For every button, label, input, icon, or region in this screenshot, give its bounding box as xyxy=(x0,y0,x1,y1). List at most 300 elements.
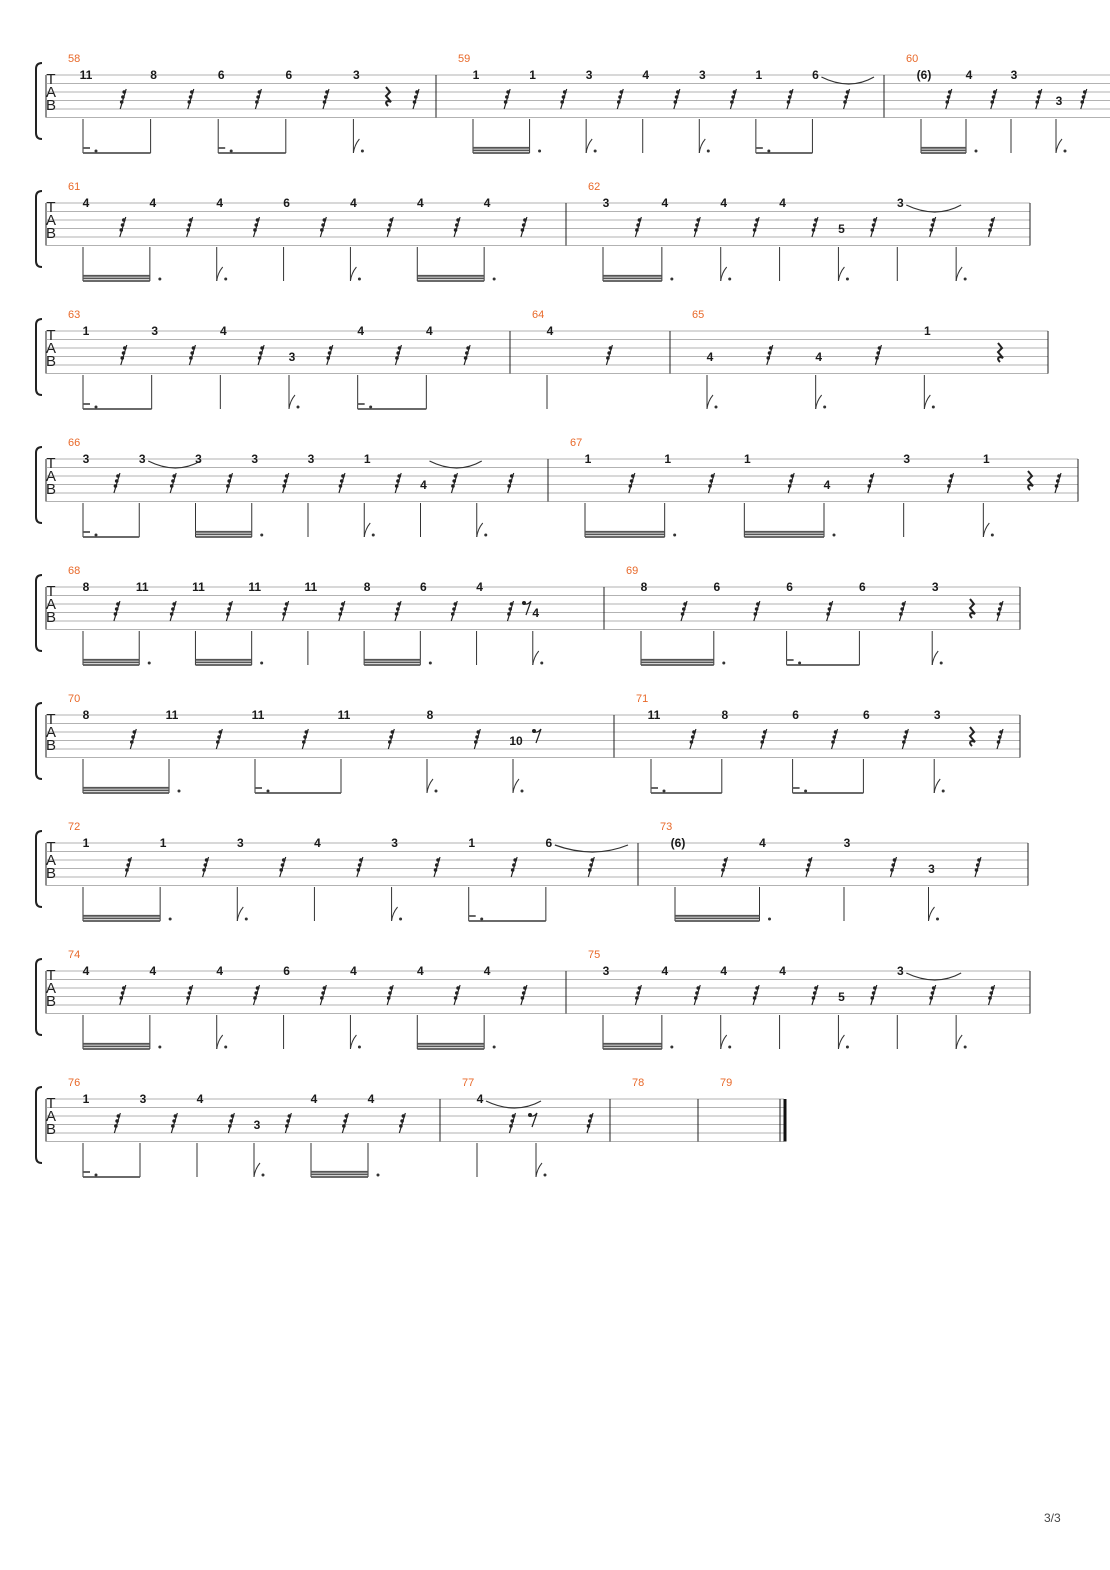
tab-note xyxy=(192,580,232,665)
tab-note xyxy=(426,324,470,409)
fret-number: 3 xyxy=(585,68,593,82)
tab-note xyxy=(283,196,326,281)
fret-number: 5 xyxy=(838,990,845,1004)
note-beam xyxy=(787,660,860,665)
fret-number: 1 xyxy=(923,324,931,338)
fret-number: 1 xyxy=(82,836,90,850)
fret-number: 3 xyxy=(896,964,904,978)
tab-system xyxy=(36,949,1030,1049)
fret-number: 3 xyxy=(1055,94,1063,108)
tie-arc xyxy=(555,845,628,852)
quarter-rest xyxy=(970,727,975,746)
measure-number: 61 xyxy=(68,181,81,193)
fret-number: 4 xyxy=(965,68,973,82)
fret-number: 3 xyxy=(353,68,360,82)
measure-number: 58 xyxy=(68,53,81,65)
note-beam xyxy=(255,788,341,793)
tie-arc xyxy=(906,205,961,212)
measure xyxy=(68,1077,405,1177)
tab-note xyxy=(859,580,905,665)
tab-note xyxy=(160,836,209,921)
augmentation-dot xyxy=(297,406,300,409)
tab-note xyxy=(928,857,981,921)
tab-note xyxy=(136,580,176,665)
tab-note xyxy=(897,964,961,1049)
tab-note xyxy=(417,196,460,281)
tab-note xyxy=(83,1092,121,1177)
measure-number: 70 xyxy=(68,693,81,705)
fret-number: 4 xyxy=(196,1092,204,1106)
tab-note xyxy=(83,836,132,921)
note-beam xyxy=(469,916,546,921)
augmentation-dot xyxy=(846,1046,849,1049)
fret-number: 11 xyxy=(165,708,179,722)
tab-clef-letter: B xyxy=(45,353,57,370)
note-flag xyxy=(1056,139,1062,153)
fret-number: 3 xyxy=(896,196,904,210)
fret-number: 6 xyxy=(713,580,721,594)
note-beam xyxy=(417,1044,495,1049)
note-beam xyxy=(83,788,181,793)
fret-number: 3 xyxy=(1010,68,1018,82)
fret-number: 1 xyxy=(82,1092,90,1106)
tab-note xyxy=(786,580,832,665)
fret-number: 1 xyxy=(472,68,480,82)
tab-note xyxy=(812,68,874,153)
measure-number: 59 xyxy=(458,53,471,65)
augmentation-dot xyxy=(715,406,718,409)
note-beam xyxy=(195,660,263,665)
note-beam xyxy=(83,660,151,665)
fret-number: 3 xyxy=(602,964,610,978)
fret-number: 8 xyxy=(150,68,157,82)
tab-note xyxy=(603,196,642,281)
tab-note xyxy=(357,324,401,409)
tab-note xyxy=(844,836,897,921)
tab-note xyxy=(218,68,262,153)
tab-note xyxy=(924,324,935,409)
quarter-rest xyxy=(1028,471,1033,490)
note-beam xyxy=(756,148,813,153)
tab-note xyxy=(216,196,259,281)
tab-note xyxy=(420,461,482,537)
fret-number: 4 xyxy=(216,196,224,210)
fret-number: 4 xyxy=(425,324,433,338)
tab-note xyxy=(744,452,794,537)
tab-note xyxy=(546,836,628,921)
note-beam xyxy=(603,1044,673,1049)
fret-number: 4 xyxy=(350,964,357,978)
fret-number: 6 xyxy=(545,836,553,850)
system-bracket xyxy=(36,959,42,1035)
tab-note xyxy=(759,836,812,921)
tab-clef-letter: B xyxy=(45,481,57,498)
note-beam xyxy=(641,660,725,665)
augmentation-dot xyxy=(544,1174,547,1177)
measure xyxy=(68,309,470,409)
tab-note xyxy=(248,580,288,665)
eighth-rest xyxy=(532,729,541,743)
tab-clef-letter: A xyxy=(45,852,57,869)
measure xyxy=(636,693,1003,793)
augmentation-dot xyxy=(484,534,487,537)
tab-note xyxy=(473,68,510,153)
tab-system xyxy=(36,53,1110,153)
tab-note xyxy=(756,68,793,153)
measure xyxy=(632,1077,644,1089)
tab-clef-letter: T xyxy=(46,455,56,472)
tab-note xyxy=(252,708,309,793)
fret-number: 4 xyxy=(367,1092,375,1106)
measure-number: 65 xyxy=(692,309,705,321)
tab-note xyxy=(150,196,193,281)
fret-number: 3 xyxy=(82,452,90,466)
fret-number: 3 xyxy=(253,1118,261,1132)
measure xyxy=(68,693,541,793)
tab-clef-letter: T xyxy=(46,839,56,856)
augmentation-dot xyxy=(358,1046,361,1049)
note-flag xyxy=(707,395,713,409)
fret-number: 1 xyxy=(584,452,592,466)
tab-clef-letter: A xyxy=(45,340,57,357)
tab-clef-letter: A xyxy=(45,468,57,485)
note-flag xyxy=(934,779,940,793)
fret-number: 4 xyxy=(720,964,728,978)
fret-number: 8 xyxy=(363,580,371,594)
tab-note xyxy=(662,964,701,1049)
note-flag xyxy=(217,267,223,281)
tab-clef-letter: T xyxy=(46,327,56,344)
tab-note xyxy=(664,452,714,537)
augmentation-dot xyxy=(1064,150,1067,153)
fret-number: 1 xyxy=(468,836,476,850)
fret-number: 6 xyxy=(792,708,799,722)
fret-number: 4 xyxy=(815,350,823,364)
tab-clef-letter: B xyxy=(45,1121,57,1138)
tab-note xyxy=(150,964,193,1049)
fret-number: 4 xyxy=(706,350,714,364)
note-flag xyxy=(838,1035,844,1049)
tab-note xyxy=(83,452,120,537)
tab-clef-letter: B xyxy=(45,865,57,882)
tab-clef-letter: B xyxy=(45,225,57,242)
measure-number: 68 xyxy=(68,565,81,577)
note-beam xyxy=(196,532,264,537)
tab-clef-letter: T xyxy=(46,711,56,728)
measure xyxy=(68,437,514,537)
fret-number: 6 xyxy=(419,580,427,594)
tab-clef-letter: T xyxy=(46,1095,56,1112)
tab-note xyxy=(139,452,201,537)
augmentation-dot xyxy=(358,278,361,281)
fret-number: 8 xyxy=(426,708,434,722)
measure-number: 73 xyxy=(660,821,673,833)
fret-number: 11 xyxy=(647,708,661,722)
system-bracket xyxy=(36,319,42,395)
note-beam xyxy=(417,276,495,281)
tab-note xyxy=(417,964,460,1049)
fret-number: 6 xyxy=(217,68,225,82)
tab-note xyxy=(283,964,326,1049)
augmentation-dot xyxy=(728,278,731,281)
tab-note xyxy=(468,836,517,921)
fret-number: 3 xyxy=(698,68,706,82)
note-beam xyxy=(358,404,427,409)
tab-note xyxy=(195,452,232,537)
note-flag xyxy=(237,907,243,921)
augmentation-dot xyxy=(372,534,375,537)
note-beam xyxy=(83,532,139,537)
tab-note xyxy=(151,324,195,409)
note-beam xyxy=(473,148,541,153)
fret-number: 3 xyxy=(843,836,851,850)
tab-note xyxy=(966,68,997,153)
fret-number: 3 xyxy=(138,452,146,466)
tab-clef-letter: A xyxy=(45,212,57,229)
fret-number: 3 xyxy=(195,452,202,466)
note-beam xyxy=(83,1172,140,1177)
augmentation-dot xyxy=(707,150,710,153)
note-flag xyxy=(924,395,930,409)
note-beam xyxy=(675,916,771,921)
tab-note xyxy=(671,836,728,921)
augmentation-dot xyxy=(728,1046,731,1049)
fret-number: 1 xyxy=(743,452,751,466)
quarter-rest xyxy=(998,343,1003,362)
measure-number: 71 xyxy=(636,693,649,705)
fret-number: 11 xyxy=(304,580,318,594)
note-flag xyxy=(477,523,483,537)
measure-number: 78 xyxy=(632,1077,645,1089)
fret-number: 4 xyxy=(759,836,766,850)
fret-number: 8 xyxy=(82,580,90,594)
fret-number: 4 xyxy=(357,324,365,338)
note-beam xyxy=(83,276,161,281)
fret-number: 4 xyxy=(476,580,483,594)
tab-note xyxy=(83,580,120,665)
note-beam xyxy=(651,788,722,793)
tab-system xyxy=(36,181,1030,281)
tab-note xyxy=(779,196,818,281)
tab-note xyxy=(720,964,759,1049)
augmentation-dot xyxy=(224,1046,227,1049)
tab-note xyxy=(917,68,952,153)
fret-number: 6 xyxy=(786,580,793,594)
fret-number: 11 xyxy=(251,708,265,722)
fret-number: 4 xyxy=(420,478,427,492)
tab-note xyxy=(484,196,527,281)
augmentation-dot xyxy=(991,534,994,537)
tab-note xyxy=(368,1092,406,1177)
augmentation-dot xyxy=(435,790,438,793)
tab-note xyxy=(305,580,345,665)
augmentation-dot xyxy=(964,278,967,281)
tab-clef-letter: B xyxy=(45,737,57,754)
tab-note xyxy=(720,196,759,281)
note-beam xyxy=(603,276,673,281)
tab-clef-letter: B xyxy=(45,609,57,626)
augmentation-dot xyxy=(823,406,826,409)
fret-number: 6 xyxy=(859,580,866,594)
tab-note xyxy=(364,580,401,665)
fret-number: 10 xyxy=(509,734,523,748)
tab-clef-letter: T xyxy=(46,199,56,216)
tab-note xyxy=(140,1092,178,1177)
tab-note xyxy=(838,217,877,281)
augmentation-dot xyxy=(942,790,945,793)
fret-number: 11 xyxy=(79,68,93,82)
system-bracket xyxy=(36,191,42,267)
fret-number: 4 xyxy=(779,196,786,210)
tab-note xyxy=(338,708,395,793)
tie-arc xyxy=(906,973,961,980)
note-flag xyxy=(929,907,935,921)
fret-number: 4 xyxy=(216,964,224,978)
measure xyxy=(68,181,527,281)
tab-note xyxy=(477,1092,541,1177)
note-flag xyxy=(816,395,822,409)
tab-note xyxy=(484,964,527,1049)
tab-clef-letter: B xyxy=(45,993,57,1010)
fret-number: 4 xyxy=(823,478,831,492)
measure xyxy=(588,181,995,281)
fret-number: 4 xyxy=(149,196,157,210)
tab-note xyxy=(220,324,264,409)
note-flag xyxy=(289,395,295,409)
tab-note xyxy=(824,473,874,537)
measure-number: 69 xyxy=(626,565,639,577)
fret-number: (6) xyxy=(916,68,932,82)
augmentation-dot xyxy=(262,1174,265,1177)
tab-note xyxy=(1056,89,1087,153)
measure-number: 62 xyxy=(588,181,601,193)
tab-system xyxy=(36,437,1078,537)
tie-arc xyxy=(430,461,482,468)
measure-number: 79 xyxy=(720,1077,733,1089)
fret-number: 4 xyxy=(82,196,90,210)
note-flag xyxy=(699,139,705,153)
measure xyxy=(570,437,1061,537)
system-bracket xyxy=(36,1087,42,1163)
note-flag xyxy=(350,1035,356,1049)
augmentation-dot xyxy=(964,1046,967,1049)
fret-number: 4 xyxy=(416,196,424,210)
note-flag xyxy=(533,651,539,665)
fret-number: 3 xyxy=(391,836,398,850)
tab-note xyxy=(391,836,440,921)
measure xyxy=(532,309,612,409)
augmentation-dot xyxy=(936,918,939,921)
page-number: 3/3 xyxy=(1044,1511,1061,1525)
note-flag xyxy=(721,267,727,281)
fret-number: 11 xyxy=(135,580,149,594)
tab-note xyxy=(547,324,613,409)
note-beam xyxy=(218,148,286,153)
fret-number: 4 xyxy=(642,68,650,82)
fret-number: 11 xyxy=(337,708,351,722)
measure-number: 72 xyxy=(68,821,81,833)
tab-note xyxy=(713,580,759,665)
tab-note xyxy=(721,708,766,793)
tab-note xyxy=(314,836,363,921)
note-beam xyxy=(744,532,835,537)
measure-number: 74 xyxy=(68,949,81,961)
measure xyxy=(68,565,543,665)
fret-number: 3 xyxy=(931,580,939,594)
tab-note xyxy=(80,68,127,153)
measure xyxy=(462,1077,593,1177)
tab-note xyxy=(251,452,288,537)
note-beam xyxy=(83,404,152,409)
tab-note xyxy=(586,68,623,153)
measure xyxy=(458,53,874,153)
tab-note xyxy=(956,985,994,1049)
fret-number: 6 xyxy=(863,708,870,722)
tab-note xyxy=(838,985,877,1049)
augmentation-dot xyxy=(940,662,943,665)
fret-number: 6 xyxy=(812,68,819,82)
augmentation-dot xyxy=(594,150,597,153)
fret-number: 1 xyxy=(664,452,672,466)
note-flag xyxy=(721,1035,727,1049)
fret-number: 1 xyxy=(363,452,371,466)
tab-note xyxy=(166,708,223,793)
fret-number: 11 xyxy=(192,580,205,594)
tab-note xyxy=(903,452,953,537)
note-flag xyxy=(586,139,592,153)
measure-number: 67 xyxy=(570,437,583,449)
tab-note xyxy=(1011,68,1042,153)
note-beam xyxy=(83,916,172,921)
tab-clef-letter: B xyxy=(45,97,57,114)
fret-number: 6 xyxy=(283,964,290,978)
measure xyxy=(68,949,527,1049)
fret-number: 8 xyxy=(721,708,729,722)
tab-note xyxy=(311,1092,349,1177)
fret-number: 3 xyxy=(139,1092,147,1106)
tab-note xyxy=(476,580,513,665)
note-flag xyxy=(956,1035,962,1049)
tab-note xyxy=(699,68,736,153)
fret-number: 4 xyxy=(483,964,491,978)
tab-note xyxy=(641,580,687,665)
tab-clef-letter: A xyxy=(45,1108,57,1125)
fret-number: 3 xyxy=(928,862,935,876)
tie-arc xyxy=(486,1101,541,1108)
fret-number: 3 xyxy=(602,196,610,210)
fret-number: (6) xyxy=(670,836,686,850)
measure xyxy=(660,821,981,921)
tab-note xyxy=(83,964,126,1049)
fret-number: 1 xyxy=(755,68,763,82)
fret-number: 5 xyxy=(838,222,845,236)
measure-number: 76 xyxy=(68,1077,81,1089)
tab-note xyxy=(707,345,773,409)
fret-number: 8 xyxy=(640,580,648,594)
tab-note xyxy=(983,452,994,537)
measure xyxy=(692,309,1003,409)
tab-clef-letter: T xyxy=(46,967,56,984)
fret-number: 4 xyxy=(82,964,90,978)
augmentation-dot xyxy=(521,790,524,793)
note-flag xyxy=(392,907,398,921)
tab-note xyxy=(216,964,259,1049)
fret-number: 4 xyxy=(661,196,669,210)
note-flag xyxy=(983,523,989,537)
augmentation-dot xyxy=(932,406,935,409)
tab-note xyxy=(477,473,514,537)
fret-number: 4 xyxy=(149,964,157,978)
